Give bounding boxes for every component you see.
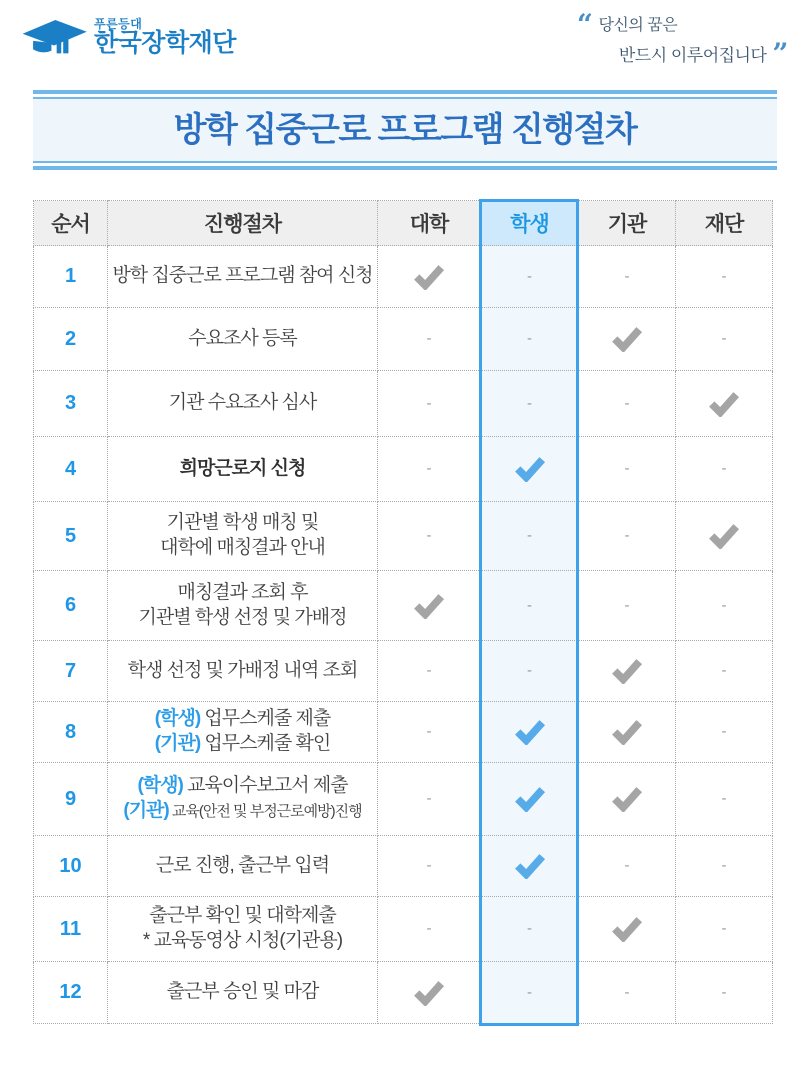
procedure-table [33, 200, 772, 1024]
step-title-line: (학생) 업무스케줄 제출 [154, 708, 331, 730]
check-cell [481, 437, 579, 502]
dash-cell [481, 897, 579, 962]
step-number: 3 [34, 371, 108, 437]
step-number: 1 [34, 246, 108, 308]
dash-mark: - [721, 330, 727, 347]
step-number: 8 [34, 702, 108, 763]
check-icon [611, 719, 643, 745]
dash-cell [378, 763, 481, 836]
check-icon [611, 658, 643, 684]
step-number: 7 [34, 641, 108, 702]
page-title: 방학 집중근로 프로그램 진행절차 [173, 111, 637, 149]
procedure-table-element [33, 200, 773, 1024]
step-title-line: 출근부 확인 및 대학제출 [149, 905, 336, 927]
step-title-line: 학생 선정 및 가배정 내역 조회 [127, 659, 358, 681]
dash-mark: - [721, 723, 727, 740]
check-icon [611, 916, 643, 942]
table-row [34, 246, 773, 308]
step-title-line: 기관별 학생 매칭 및 [166, 512, 319, 534]
dash-cell [481, 571, 579, 641]
dash-cell [676, 246, 773, 308]
dash-mark: - [721, 267, 727, 285]
tagline [576, 8, 788, 70]
dash-mark: - [527, 920, 532, 937]
check-cell [676, 371, 773, 437]
step-title [108, 308, 378, 371]
dash-mark: - [426, 460, 432, 477]
check-cell [579, 897, 676, 962]
dash-cell [481, 641, 579, 702]
close-quote-icon: ” [772, 37, 788, 70]
col-header-institution: 기관 [579, 201, 676, 246]
dash-cell [579, 246, 676, 308]
dash-cell [676, 763, 773, 836]
dash-mark: - [721, 790, 727, 807]
dash-mark: - [721, 983, 727, 1001]
table-row [34, 437, 773, 502]
dash-mark: - [527, 267, 532, 285]
dash-mark: - [624, 596, 630, 614]
dash-cell [481, 308, 579, 371]
step-title [108, 571, 378, 641]
dash-mark: - [527, 596, 532, 614]
table-row [34, 571, 773, 641]
step-title [108, 641, 378, 702]
step-title [108, 502, 378, 571]
table-row [34, 702, 773, 763]
check-cell [481, 763, 579, 836]
dash-cell [378, 641, 481, 702]
open-quote-icon: “ [576, 8, 593, 41]
dash-cell [676, 308, 773, 371]
step-title-line: 출근부 승인 및 마감 [166, 981, 319, 1003]
dash-cell [378, 836, 481, 897]
step-number: 12 [34, 962, 108, 1024]
tagline-text1: 당신의 꿈은 [598, 17, 678, 34]
step-title-line: 근로 진행, 출근부 입력 [155, 854, 330, 876]
step-title [108, 246, 378, 308]
table-row [34, 763, 773, 836]
dash-mark: - [527, 394, 532, 412]
brand-logo [20, 8, 236, 66]
dash-cell [378, 308, 481, 371]
tagline-line2 [618, 37, 788, 70]
check-cell [378, 246, 481, 308]
step-number: 5 [34, 502, 108, 571]
step-title [108, 836, 378, 897]
dash-cell [676, 702, 773, 763]
step-title-line: 방학 집중근로 프로그램 참여 신청 [112, 265, 373, 287]
check-icon [413, 264, 445, 290]
dash-mark: - [624, 460, 630, 477]
logo-text [94, 18, 236, 57]
check-icon [708, 523, 740, 549]
step-title [108, 371, 378, 437]
dash-mark: - [527, 983, 532, 1001]
check-icon [611, 326, 643, 352]
check-cell [579, 702, 676, 763]
step-title [108, 437, 378, 502]
step-title-line: (학생) 교육이수보고서 제출 [137, 775, 348, 797]
dash-mark: - [527, 330, 532, 347]
dash-mark: - [426, 394, 432, 412]
table-header-row [34, 201, 773, 246]
dash-cell [579, 836, 676, 897]
step-title-line: 기관 수요조사 심사 [168, 392, 317, 414]
check-cell [579, 763, 676, 836]
dash-mark: - [721, 662, 727, 679]
tagline-text2: 반드시 이루어집니다 [618, 46, 767, 65]
step-title [108, 897, 378, 962]
step-number: 4 [34, 437, 108, 502]
dash-mark: - [624, 857, 630, 874]
col-header-foundation: 재단 [676, 201, 773, 246]
dash-cell [676, 641, 773, 702]
step-number: 2 [34, 308, 108, 371]
table-row [34, 502, 773, 571]
table-row [34, 308, 773, 371]
step-title [108, 702, 378, 763]
check-cell [481, 836, 579, 897]
check-cell [579, 641, 676, 702]
dash-mark: - [624, 394, 630, 412]
check-cell [676, 502, 773, 571]
step-title [108, 962, 378, 1024]
check-cell [481, 702, 579, 763]
dash-cell [481, 371, 579, 437]
dash-mark: - [624, 983, 630, 1001]
dash-cell [481, 502, 579, 571]
procedure-table-body [34, 246, 773, 1024]
step-number: 6 [34, 571, 108, 641]
dash-cell [378, 437, 481, 502]
dash-mark: - [527, 527, 532, 544]
step-title-line: 기관별 학생 선정 및 가배정 [138, 606, 347, 628]
dash-mark: - [527, 662, 532, 679]
dash-cell [676, 571, 773, 641]
dash-cell [676, 897, 773, 962]
dash-mark: - [426, 662, 432, 679]
dash-cell [378, 502, 481, 571]
col-header-procedure: 진행절차 [108, 201, 378, 246]
step-title-line: 매칭결과 조회 후 [177, 581, 308, 603]
dash-mark: - [426, 527, 432, 544]
tagline-line1 [576, 8, 788, 41]
dash-mark: - [721, 460, 727, 477]
dash-cell [378, 897, 481, 962]
dash-mark: - [624, 267, 630, 285]
check-icon [514, 786, 546, 812]
dash-cell [378, 702, 481, 763]
step-title-line: * 교육동영상 시청(기관용) [142, 930, 343, 951]
dash-mark: - [426, 857, 432, 874]
title-banner [33, 90, 777, 170]
check-icon [514, 719, 546, 745]
dash-cell [676, 962, 773, 1024]
logo-title: 한국장학재단 [94, 28, 236, 57]
check-icon [514, 853, 546, 879]
dash-cell [676, 836, 773, 897]
col-header-order: 순서 [34, 201, 108, 246]
step-title-line: 희망근로지 신청 [179, 457, 306, 479]
dash-mark: - [426, 920, 432, 937]
table-row [34, 897, 773, 962]
table-row [34, 371, 773, 437]
dash-cell [481, 962, 579, 1024]
check-icon [514, 456, 546, 482]
dash-cell [579, 502, 676, 571]
dash-cell [579, 437, 676, 502]
dash-mark: - [426, 330, 432, 347]
table-row [34, 836, 773, 897]
step-number: 11 [34, 897, 108, 962]
check-icon [611, 786, 643, 812]
dash-mark: - [721, 596, 727, 614]
dash-cell [676, 437, 773, 502]
step-title-line: 대학에 매칭결과 안내 [160, 537, 325, 558]
col-header-university: 대학 [378, 201, 481, 246]
step-title-line: (기관) 업무스케줄 확인 [154, 733, 331, 754]
table-row [34, 962, 773, 1024]
dash-cell [579, 962, 676, 1024]
check-icon [708, 391, 740, 417]
dash-mark: - [721, 920, 727, 937]
check-cell [378, 571, 481, 641]
dash-cell [579, 571, 676, 641]
step-number: 9 [34, 763, 108, 836]
dash-cell [378, 371, 481, 437]
banner-body [33, 99, 777, 161]
dash-mark: - [721, 857, 727, 874]
step-title-line: 수요조사 등록 [188, 327, 297, 349]
step-title-line: (기관) 교육(안전 및 부정근로예방)진행 [123, 800, 362, 821]
step-number: 10 [34, 836, 108, 897]
step-title [108, 763, 378, 836]
check-icon [413, 980, 445, 1006]
check-cell [579, 308, 676, 371]
dash-mark: - [426, 790, 432, 807]
check-icon [413, 593, 445, 619]
table-row [34, 641, 773, 702]
dash-mark: - [426, 723, 432, 740]
dash-cell [579, 371, 676, 437]
graduation-cap-icon [20, 8, 92, 66]
col-header-student: 학생 [481, 201, 579, 246]
check-cell [378, 962, 481, 1024]
banner-rule-bottom-thick [33, 166, 777, 170]
dash-mark: - [624, 527, 630, 544]
logo-subtitle: 푸른등대 [94, 16, 143, 31]
dash-cell [481, 246, 579, 308]
